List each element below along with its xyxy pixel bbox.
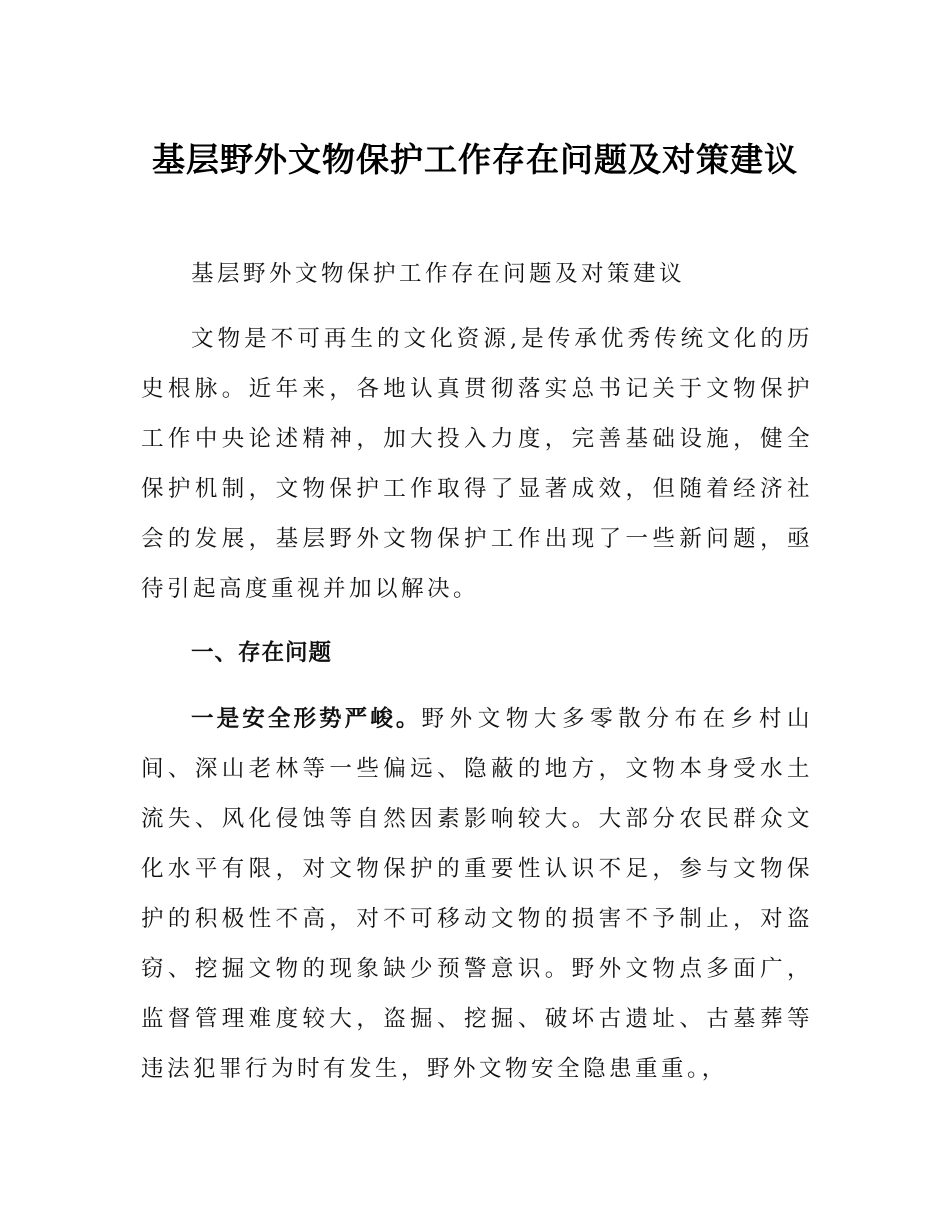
issue-body-text: 野外文物大多零散分布在乡村山间、深山老林等一些偏远、隐蔽的地方，文物本身受水土流失、风化侵蚀等自然因素影响较大。大部分农民群众文化水平有限，对文物保护的重要性认识不足，参与文物保护的积极性不高，对不可移动文物的损害不予制止，对盗窃、挖掘文物的现象缺少预警意识。野外文物点多面广，监督管理难度较大，盗掘、挖掘、破坏古遗址、古墓葬等违法犯罪行为时有发生，野外文物安全隐患重重。，	[141, 706, 813, 1082]
document-subtitle: 基层野外文物保护工作存在问题及对策建议	[191, 261, 686, 287]
section-heading-problems: 一、存在问题	[191, 640, 333, 666]
document-title: 基层野外文物保护工作存在问题及对策建议	[152, 140, 798, 180]
issue-lead-text: 一是安全形势严峻。	[191, 706, 422, 732]
intro-paragraph: 文物是不可再生的文化资源,是传承优秀传统文化的历史根脉。近年来，各地认真贯彻落实总书记关于文物保护工作中央论述精神，加大投入力度，完善基础设施，健全保护机制，文物保护工作取得了显著成效，但随着经济社会的发展，基层野外文物保护工作出现了一些新问题，亟待引起高度重视并加以解决。	[141, 326, 813, 602]
issue-paragraph-safety	[141, 694, 813, 1094]
